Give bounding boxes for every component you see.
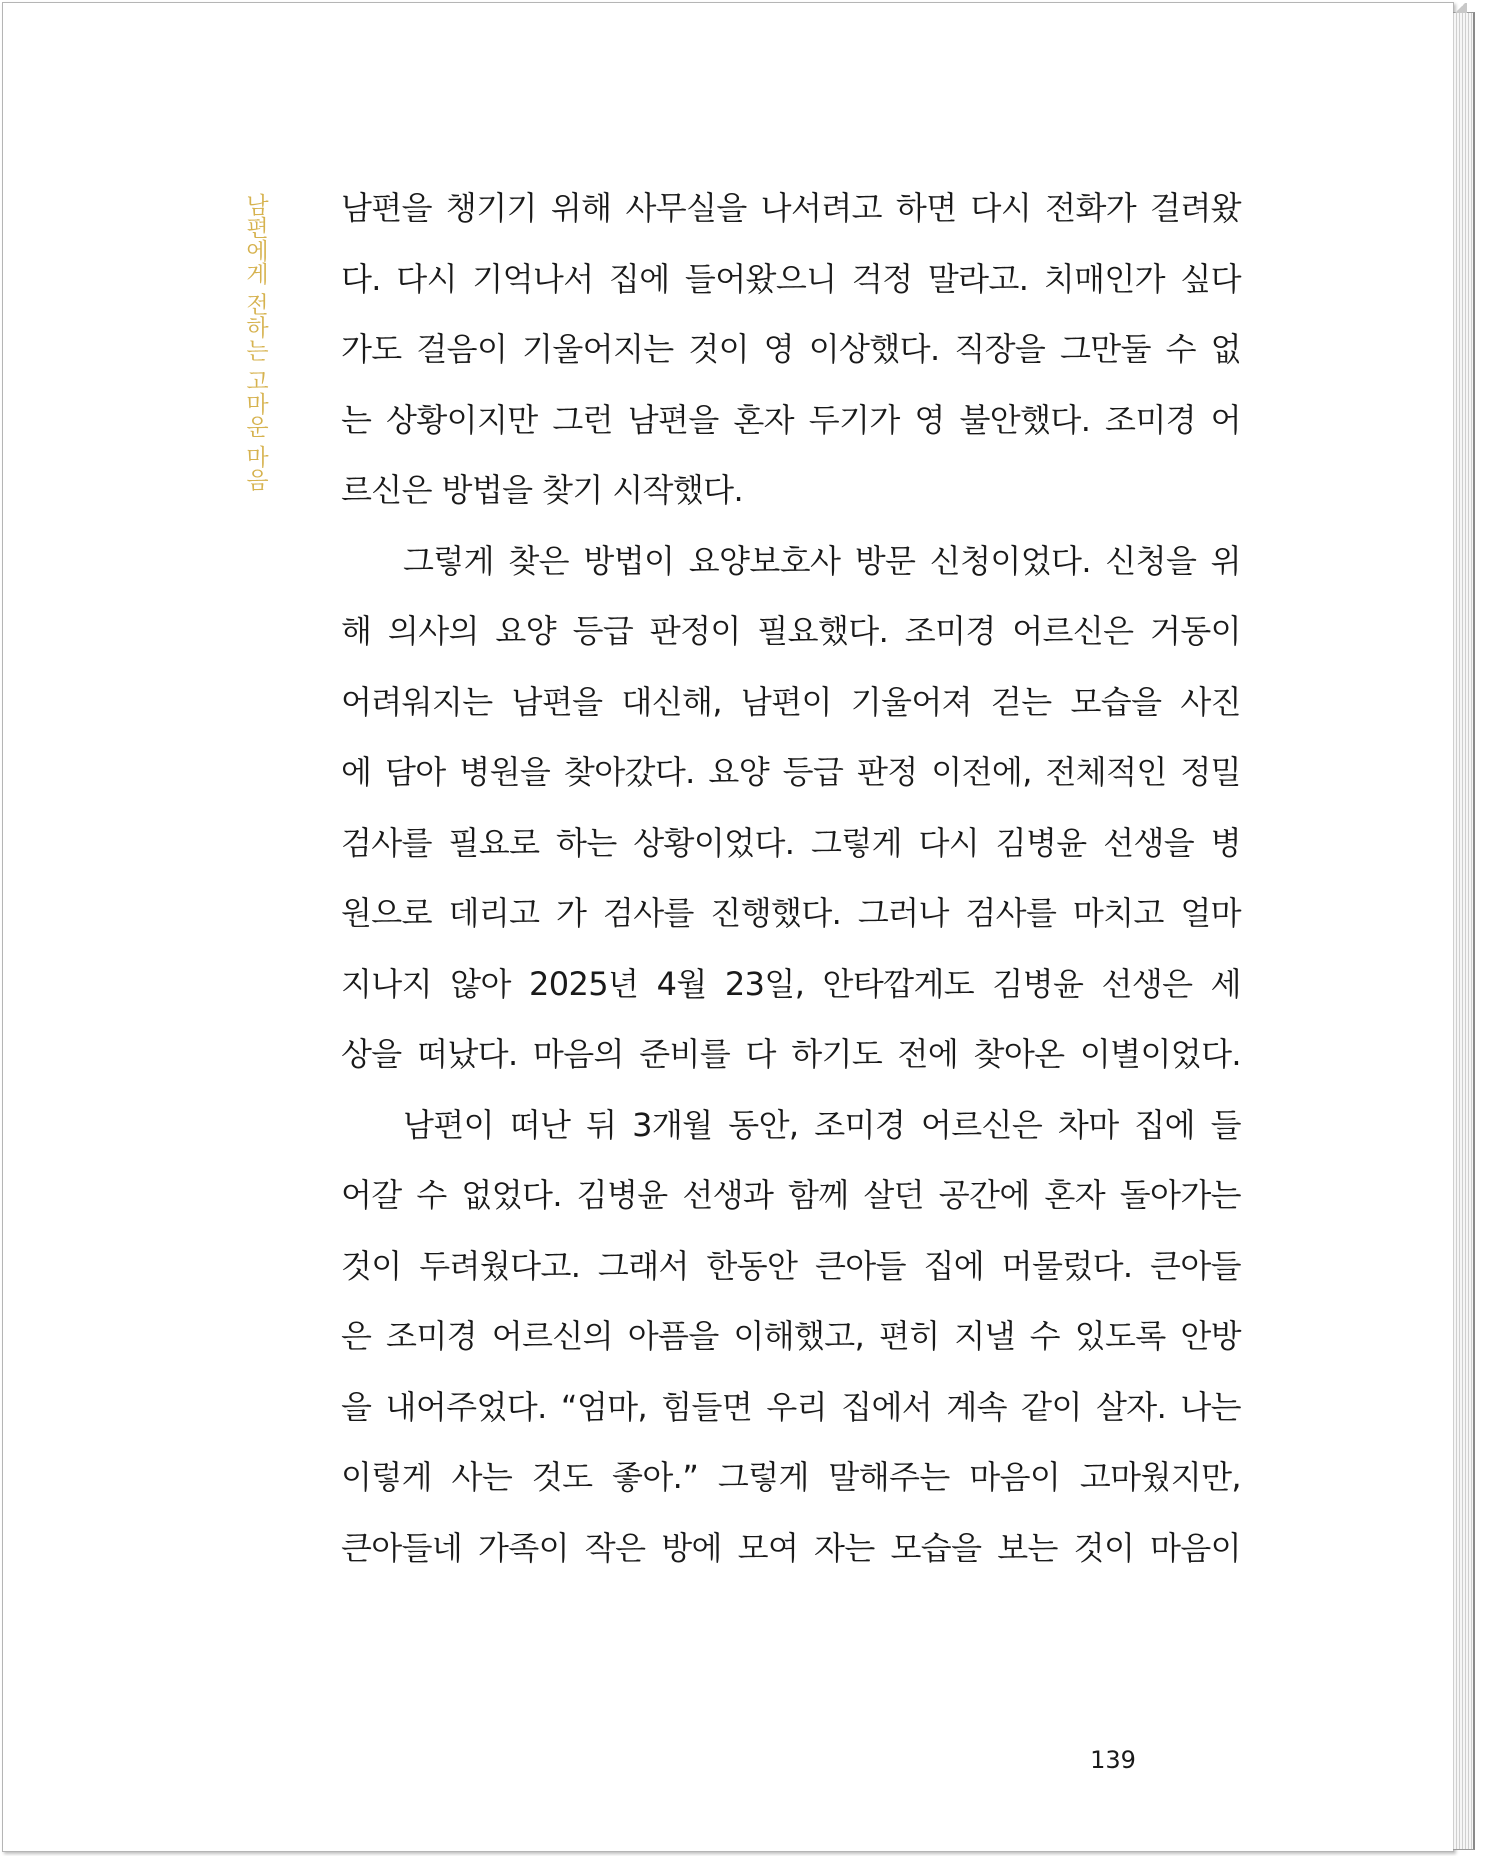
text-line: 큰아들네 가족이 작은 방에 모여 자는 모습을 보는 것이 마음이 xyxy=(341,1528,1241,1567)
text-line: 가도 걸음이 기울어지는 것이 영 이상했다. 직장을 그만둘 수 없 xyxy=(341,330,1241,368)
page-edges xyxy=(1453,12,1475,1850)
text-line: 어려워지는 남편을 대신해, 남편이 기울어져 걷는 모습을 사진 xyxy=(341,682,1241,721)
text-line: 은 조미경 어르신의 아픔을 이해했고, 편히 지낼 수 있도록 안방 xyxy=(341,1317,1241,1355)
page-number: 139 xyxy=(1090,1746,1136,1774)
text-line: 다. 다시 기억나서 집에 들어왔으니 걱정 말라고. 치매인가 싶다 xyxy=(341,259,1241,298)
body-text xyxy=(341,173,1241,1583)
text-line: 것이 두려웠다고. 그래서 한동안 큰아들 집에 머물렀다. 큰아들 xyxy=(341,1246,1241,1285)
text-line: 르신은 방법을 찾기 시작했다. xyxy=(341,471,744,509)
text-line: 이렇게 사는 것도 좋아.” 그렇게 말해주는 마음이 고마웠지만, xyxy=(341,1458,1241,1496)
text-line: 을 내어주었다. “엄마, 힘들면 우리 집에서 계속 같이 살자. 나는 xyxy=(341,1387,1241,1426)
text-line: 남편을 챙기기 위해 사무실을 나서려고 하면 다시 전화가 걸려왔 xyxy=(341,189,1241,227)
text-line: 지나지 않아 2025년 4월 23일, 안타깝게도 김병윤 선생은 세 xyxy=(341,964,1241,1003)
book-page xyxy=(2,2,1454,1852)
text-line: 검사를 필요로 하는 상황이었다. 그렇게 다시 김병윤 선생을 병 xyxy=(341,823,1241,862)
text-line: 해 의사의 요양 등급 판정이 필요했다. 조미경 어르신은 거동이 xyxy=(341,612,1241,650)
text-line: 원으로 데리고 가 검사를 진행했다. 그러나 검사를 마치고 얼마 xyxy=(341,894,1241,932)
text-line: 상을 떠났다. 마음의 준비를 다 하기도 전에 찾아온 이별이었다. xyxy=(341,1035,1241,1073)
text-line: 에 담아 병원을 찾아갔다. 요양 등급 판정 이전에, 전체적인 정밀 xyxy=(341,753,1241,791)
paragraph-first-line: 남편이 떠난 뒤 3개월 동안, 조미경 어르신은 차마 집에 들 xyxy=(403,1105,1241,1144)
text-line: 는 상황이지만 그런 남편을 혼자 두기가 영 불안했다. 조미경 어 xyxy=(341,400,1241,439)
text-line: 어갈 수 없었다. 김병윤 선생과 함께 살던 공간에 혼자 돌아가는 xyxy=(341,1176,1241,1214)
paragraph-first-line: 그렇게 찾은 방법이 요양보호사 방문 신청이었다. 신청을 위 xyxy=(403,541,1241,580)
running-header: 남편에게 전하는 고마운 마음 xyxy=(242,193,268,491)
